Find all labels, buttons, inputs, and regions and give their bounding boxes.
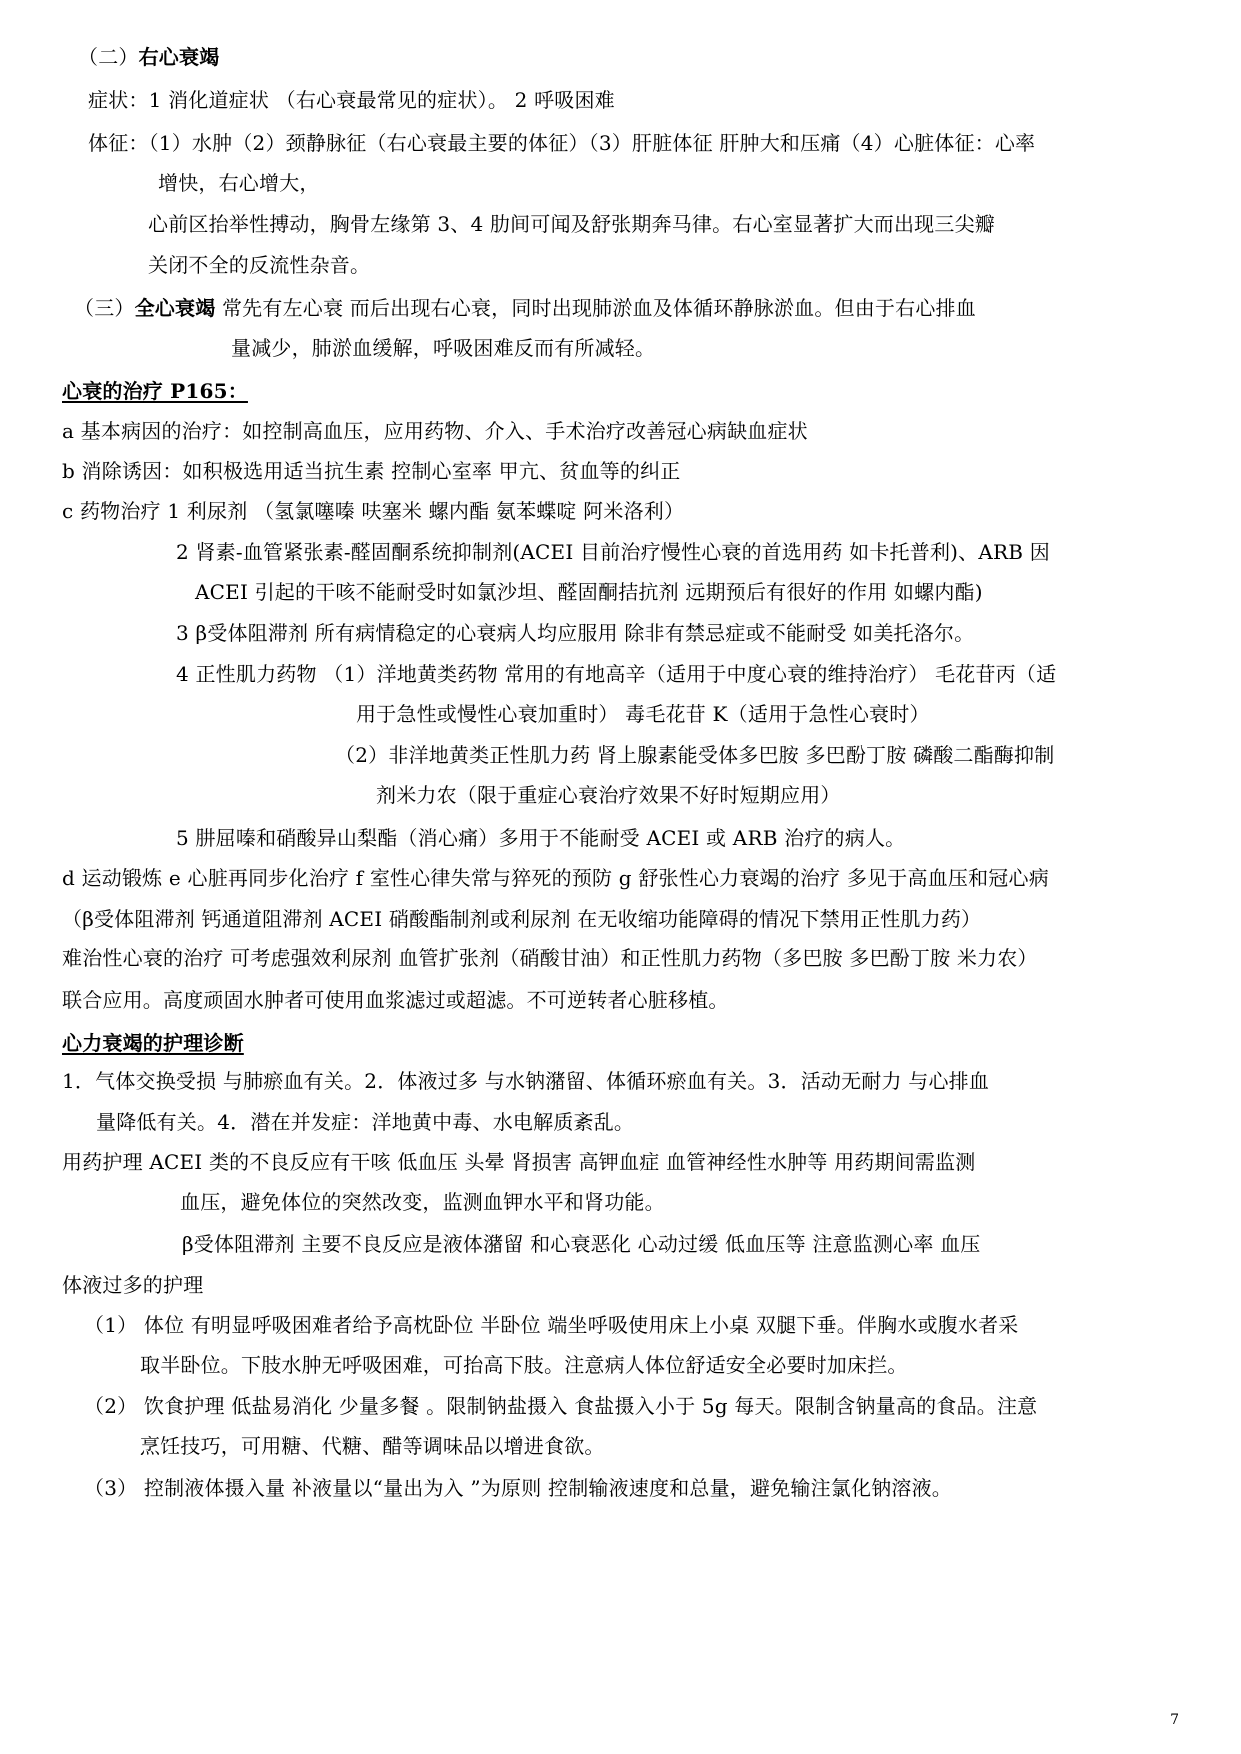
- line-text: 心前区抬举性搏动，胸骨左缘第 3、4 肋间可闻及舒张期奔马律。右心室显著扩大而出现三尖瓣: [148, 212, 995, 236]
- line-text: 体液过多的护理: [62, 1273, 204, 1297]
- text-line: [158, 170, 320, 196]
- text-line: [88, 130, 1035, 156]
- bold-term: 右心衰竭: [138, 45, 220, 69]
- line-text: （1） 体位 有明显呼吸困难者给予高枕卧位 半卧位 端坐呼吸使用床上小桌 双腿下垂。伴胸水或腹水者采: [84, 1313, 1019, 1337]
- line-text: 1．气体交换受损 与肺瘀血有关。2．体液过多 与水钠潴留、体循环瘀血有关。3．活动无耐力 与心排血: [62, 1069, 990, 1093]
- text-line: [195, 579, 983, 605]
- line-text: 关闭不全的反流性杂音。: [148, 253, 371, 277]
- text-line: [140, 1433, 605, 1459]
- line-text: 血压，避免体位的突然改变，监测血钾水平和肾功能。: [180, 1190, 665, 1214]
- line-text: 剂米力农（限于重症心衰治疗效果不好时短期应用）: [376, 783, 841, 807]
- line-text: a 基本病因的治疗：如控制高血压，应用药物、介入、手术治疗改善冠心病缺血症状: [62, 419, 808, 443]
- text-line: [140, 1352, 908, 1378]
- text-line: [88, 87, 615, 113]
- line-text: 5 肼屈嗪和硝酸异山梨酯（消心痛）多用于不能耐受 ACEI 或 ARB 治疗的病人。: [176, 826, 906, 850]
- line-text: b 消除诱因：如积极选用适当抗生素 控制心室率 甲亢、贫血等的纠正: [62, 459, 681, 483]
- line-text: （二）: [78, 45, 139, 69]
- text-line: [176, 661, 1056, 687]
- line-text: 难治性心衰的治疗 可考虑强效利尿剂 血管扩张剂（硝酸甘油）和正性肌力药物（多巴胺 多巴酚丁胺 米力农）: [62, 946, 1038, 970]
- text-line: [376, 782, 841, 808]
- text-line: [62, 1272, 203, 1298]
- line-text: （2） 饮食护理 低盐易消化 少量多餐 。限制钠盐摄入 食盐摄入小于 5g 每天。限制含钠量高的食品。注意: [84, 1394, 1038, 1418]
- text-line: [62, 1030, 244, 1056]
- line-text: （β受体阻滞剂 钙通道阻滞剂 ACEI 硝酸酯制剂或利尿剂 在无收缩功能障碍的情况下禁用正性肌力药）: [62, 907, 982, 931]
- text-line: [62, 458, 680, 484]
- line-text: （2）非洋地黄类正性肌力药 肾上腺素能受体多巴胺 多巴酚丁胺 磷酸二酯酶抑制: [335, 743, 1055, 767]
- line-text: c 药物治疗 1 利尿剂 （氢氯噻嗪 呋塞米 螺内酯 氨苯蝶啶 阿米洛利）: [62, 499, 685, 523]
- text-line: [78, 44, 219, 70]
- text-line: [62, 1149, 976, 1175]
- text-line: [231, 335, 655, 361]
- line-text: 2 肾素-血管紧张素-醛固酮系统抑制剂(ACEI 目前治疗慢性心衰的首选用药 如卡托普利)、ARB 因: [176, 540, 1050, 564]
- line-text: 用于急性或慢性心衰加重时） 毒毛花苷 K（适用于急性心衰时）: [356, 702, 930, 726]
- bold-term: 全心衰竭: [134, 296, 216, 320]
- line-text: β受体阻滞剂 主要不良反应是液体潴留 和心衰恶化 心动过缓 低血压等 注意监测心率 血压: [182, 1232, 981, 1256]
- line-text: 症状：1 消化道症状 （右心衰最常见的症状）。 2 呼吸困难: [88, 88, 615, 112]
- text-line: [74, 295, 976, 321]
- line-text: 量减少，肺淤血缓解，呼吸困难反而有所减轻。: [231, 336, 656, 360]
- text-line: [62, 987, 729, 1013]
- line-text: ACEI 引起的干咳不能耐受时如氯沙坦、醛固酮拮抗剂 远期预后有很好的作用 如螺内酯): [195, 580, 983, 604]
- text-line: [176, 620, 974, 646]
- text-line: [148, 211, 995, 237]
- text-line: [84, 1312, 1019, 1338]
- line-text: d 运动锻炼 e 心脏再同步化治疗 f 室性心律失常与猝死的预防 g 舒张性心力衰竭的治疗 多见于高血压和冠心病: [62, 866, 1049, 890]
- section-heading: 心衰的治疗 P165：: [62, 379, 248, 403]
- line-text: 烹饪技巧，可用糖、代糖、醋等调味品以增进食欲。: [140, 1434, 605, 1458]
- line-text: 3 β受体阻滞剂 所有病情稳定的心衰病人均应服用 除非有禁忌症或不能耐受 如美托洛尔。: [176, 621, 975, 645]
- text-line: [182, 1231, 981, 1257]
- text-line: [356, 701, 930, 727]
- line-text: 4 正性肌力药物 （1）洋地黄类药物 常用的有地高辛（适用于中度心衰的维持治疗） 毛花苷丙（适: [176, 662, 1057, 686]
- text-line: [96, 1109, 634, 1135]
- text-line: [62, 498, 684, 524]
- line-text: （三）: [74, 296, 135, 320]
- text-line: [84, 1475, 952, 1501]
- line-text: （3） 控制液体摄入量 补液量以“量出为入 ”为原则 控制输液速度和总量，避免输注氯化钠溶液。: [84, 1476, 953, 1500]
- section-heading: 心力衰竭的护理诊断: [62, 1031, 244, 1055]
- text-line: [62, 865, 1049, 891]
- text-line: [62, 1068, 989, 1094]
- text-line: [62, 378, 248, 404]
- text-line: [335, 742, 1054, 768]
- line-text: 体征：（1）水肿（2）颈静脉征（右心衰最主要的体征）（3）肝脏体征 肝肿大和压痛（4）心脏体征：心率: [88, 131, 1036, 155]
- line-text: 用药护理 ACEI 类的不良反应有干咳 低血压 头晕 肾损害 高钾血症 血管神经性水肿等 用药期间需监测: [62, 1150, 976, 1174]
- line-text: 取半卧位。下肢水肿无呼吸困难，可抬高下肢。注意病人体位舒适安全必要时加床拦。: [140, 1353, 908, 1377]
- line-text: 量降低有关。4．潜在并发症：洋地黄中毒、水电解质紊乱。: [96, 1110, 635, 1134]
- text-line: [176, 539, 1050, 565]
- text-line: [180, 1189, 665, 1215]
- text-line: [176, 825, 905, 851]
- text-line: [62, 906, 981, 932]
- text-line: [62, 418, 808, 444]
- text-line: [148, 252, 370, 278]
- text-line: [84, 1393, 1037, 1419]
- line-text: 联合应用。高度顽固水肿者可使用血浆滤过或超滤。不可逆转者心脏移植。: [62, 988, 729, 1012]
- page-number: 7: [1170, 1712, 1179, 1728]
- text-line: [62, 945, 1038, 971]
- line-text: 增快，右心增大，: [158, 171, 320, 195]
- line-text: 常先有左心衰 而后出现右心衰，同时出现肺淤血及体循环静脉淤血。但由于右心排血: [215, 296, 976, 320]
